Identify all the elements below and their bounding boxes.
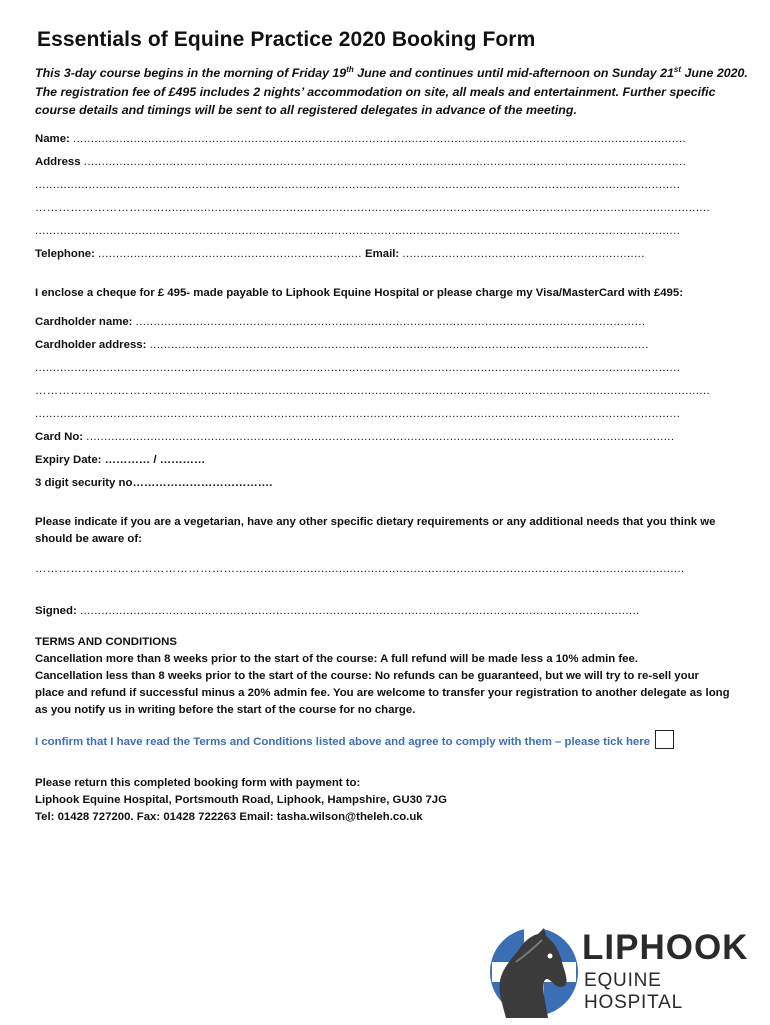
card-number-field[interactable]: Card No: ..................................................................................................................................................................... <box>35 430 675 443</box>
terms-heading: TERMS AND CONDITIONS <box>35 635 177 648</box>
cardholder-name-field[interactable]: Cardholder name: ............................................................................................................................................... <box>35 315 646 328</box>
intro-text-3: June 2020. The registration fee of £495 includes 2 nights’ accommodation on site, all meals and entertainment. Further specific course details and timings will be sent to all registered delegates in advance of the meeting. <box>35 66 748 117</box>
cardholder-address-line-3[interactable]: ……………………………......................................................................................................................................................... <box>35 384 711 397</box>
course-intro <box>35 64 750 120</box>
address-line-3[interactable]: ……………………………......................................................................................................................................................... <box>35 201 711 214</box>
intro-sup-2: st <box>673 64 682 74</box>
name-label: Name: <box>35 132 70 145</box>
return-line-1: Please return this completed booking form with payment to: <box>35 776 361 789</box>
email-label: Email: <box>365 247 400 260</box>
telephone-field[interactable]: .......................................................................... <box>98 247 362 260</box>
logo-name: LIPHOOK <box>582 928 749 967</box>
address-label: Address <box>35 155 81 168</box>
cardholder-address-field[interactable]: Cardholder address: ............................................................................................................................................ <box>35 338 649 351</box>
email-field[interactable]: .................................................................... <box>402 247 645 260</box>
address-line-4[interactable]: ..................................................................................................................................................................................... <box>35 224 681 237</box>
return-contact: Tel: 01428 727200. Fax: 01428 722263 Email: tasha.wilson@theleh.co.uk <box>35 810 423 823</box>
logo-subtitle: EQUINE HOSPITAL <box>584 970 683 1013</box>
booking-form <box>35 28 748 826</box>
dietary-question: Please indicate if you are a vegetarian, have any other specific dietary requirements or any additional needs that you think we should be aware of: <box>35 515 716 545</box>
intro-sup-1: th <box>346 64 354 74</box>
cheque-statement: I enclose a cheque for £ 495- made payable to Liphook Equine Hospital or please charge my Visa/MasterCard with £495: <box>35 286 684 299</box>
cardholder-name-label: Cardholder name: <box>35 315 133 328</box>
name-field[interactable]: Name: ............................................................................................................................................................................ <box>35 132 687 145</box>
terms-confirm-text: I confirm that I have read the Terms and Conditions listed above and agree to comply with them – please tick here <box>35 735 651 748</box>
cardholder-address-line-2[interactable]: ..................................................................................................................................................................................... <box>35 361 681 374</box>
terms-confirm-checkbox[interactable] <box>655 730 674 749</box>
terms-confirmation <box>35 731 735 753</box>
card-number-label: Card No: <box>35 430 84 443</box>
signed-label: Signed: <box>35 604 77 617</box>
telephone-label: Telephone: <box>35 247 95 260</box>
signature-field[interactable]: Signed: ............................................................................................................................................................. <box>35 604 640 617</box>
page-title: Essentials of Equine Practice 2020 Booking Form <box>37 28 536 51</box>
cardholder-address-label: Cardholder address: <box>35 338 147 351</box>
expiry-date-field[interactable]: Expiry Date: ………… / ………… <box>35 453 206 466</box>
intro-text-1: This 3-day course begins in the morning of Friday 19 <box>35 66 347 80</box>
dietary-answer-line[interactable]: …………………………………………….............................................................................................................................. <box>35 562 685 575</box>
terms-line-2: Cancellation less than 8 weeks prior to the start of the course: No refunds can be guaranteed, but we will try to re-sell your place and refund if successful minus a 20% admin fee. You are welcome to transfer your registration to another delegate as long as you notify us in writing before the start of the course for no charge. <box>35 669 730 716</box>
intro-text-2: June and continues until mid-afternoon on Sunday 21 <box>353 66 674 80</box>
address-field[interactable]: Address ......................................................................................................................................................................... <box>35 155 687 168</box>
terms-line-1: Cancellation more than 8 weeks prior to the start of the course: A full refund will be made less a 10% admin fee. <box>35 652 639 665</box>
liphook-logo <box>488 922 750 1020</box>
cardholder-address-line-4[interactable]: ..................................................................................................................................................................................... <box>35 407 681 420</box>
address-line-2[interactable]: ..................................................................................................................................................................................... <box>35 178 681 191</box>
security-number-field[interactable]: 3 digit security no………………………………. <box>35 476 273 489</box>
return-address: Liphook Equine Hospital, Portsmouth Road, Liphook, Hampshire, GU30 7JG <box>35 793 448 806</box>
contact-line <box>35 246 735 263</box>
